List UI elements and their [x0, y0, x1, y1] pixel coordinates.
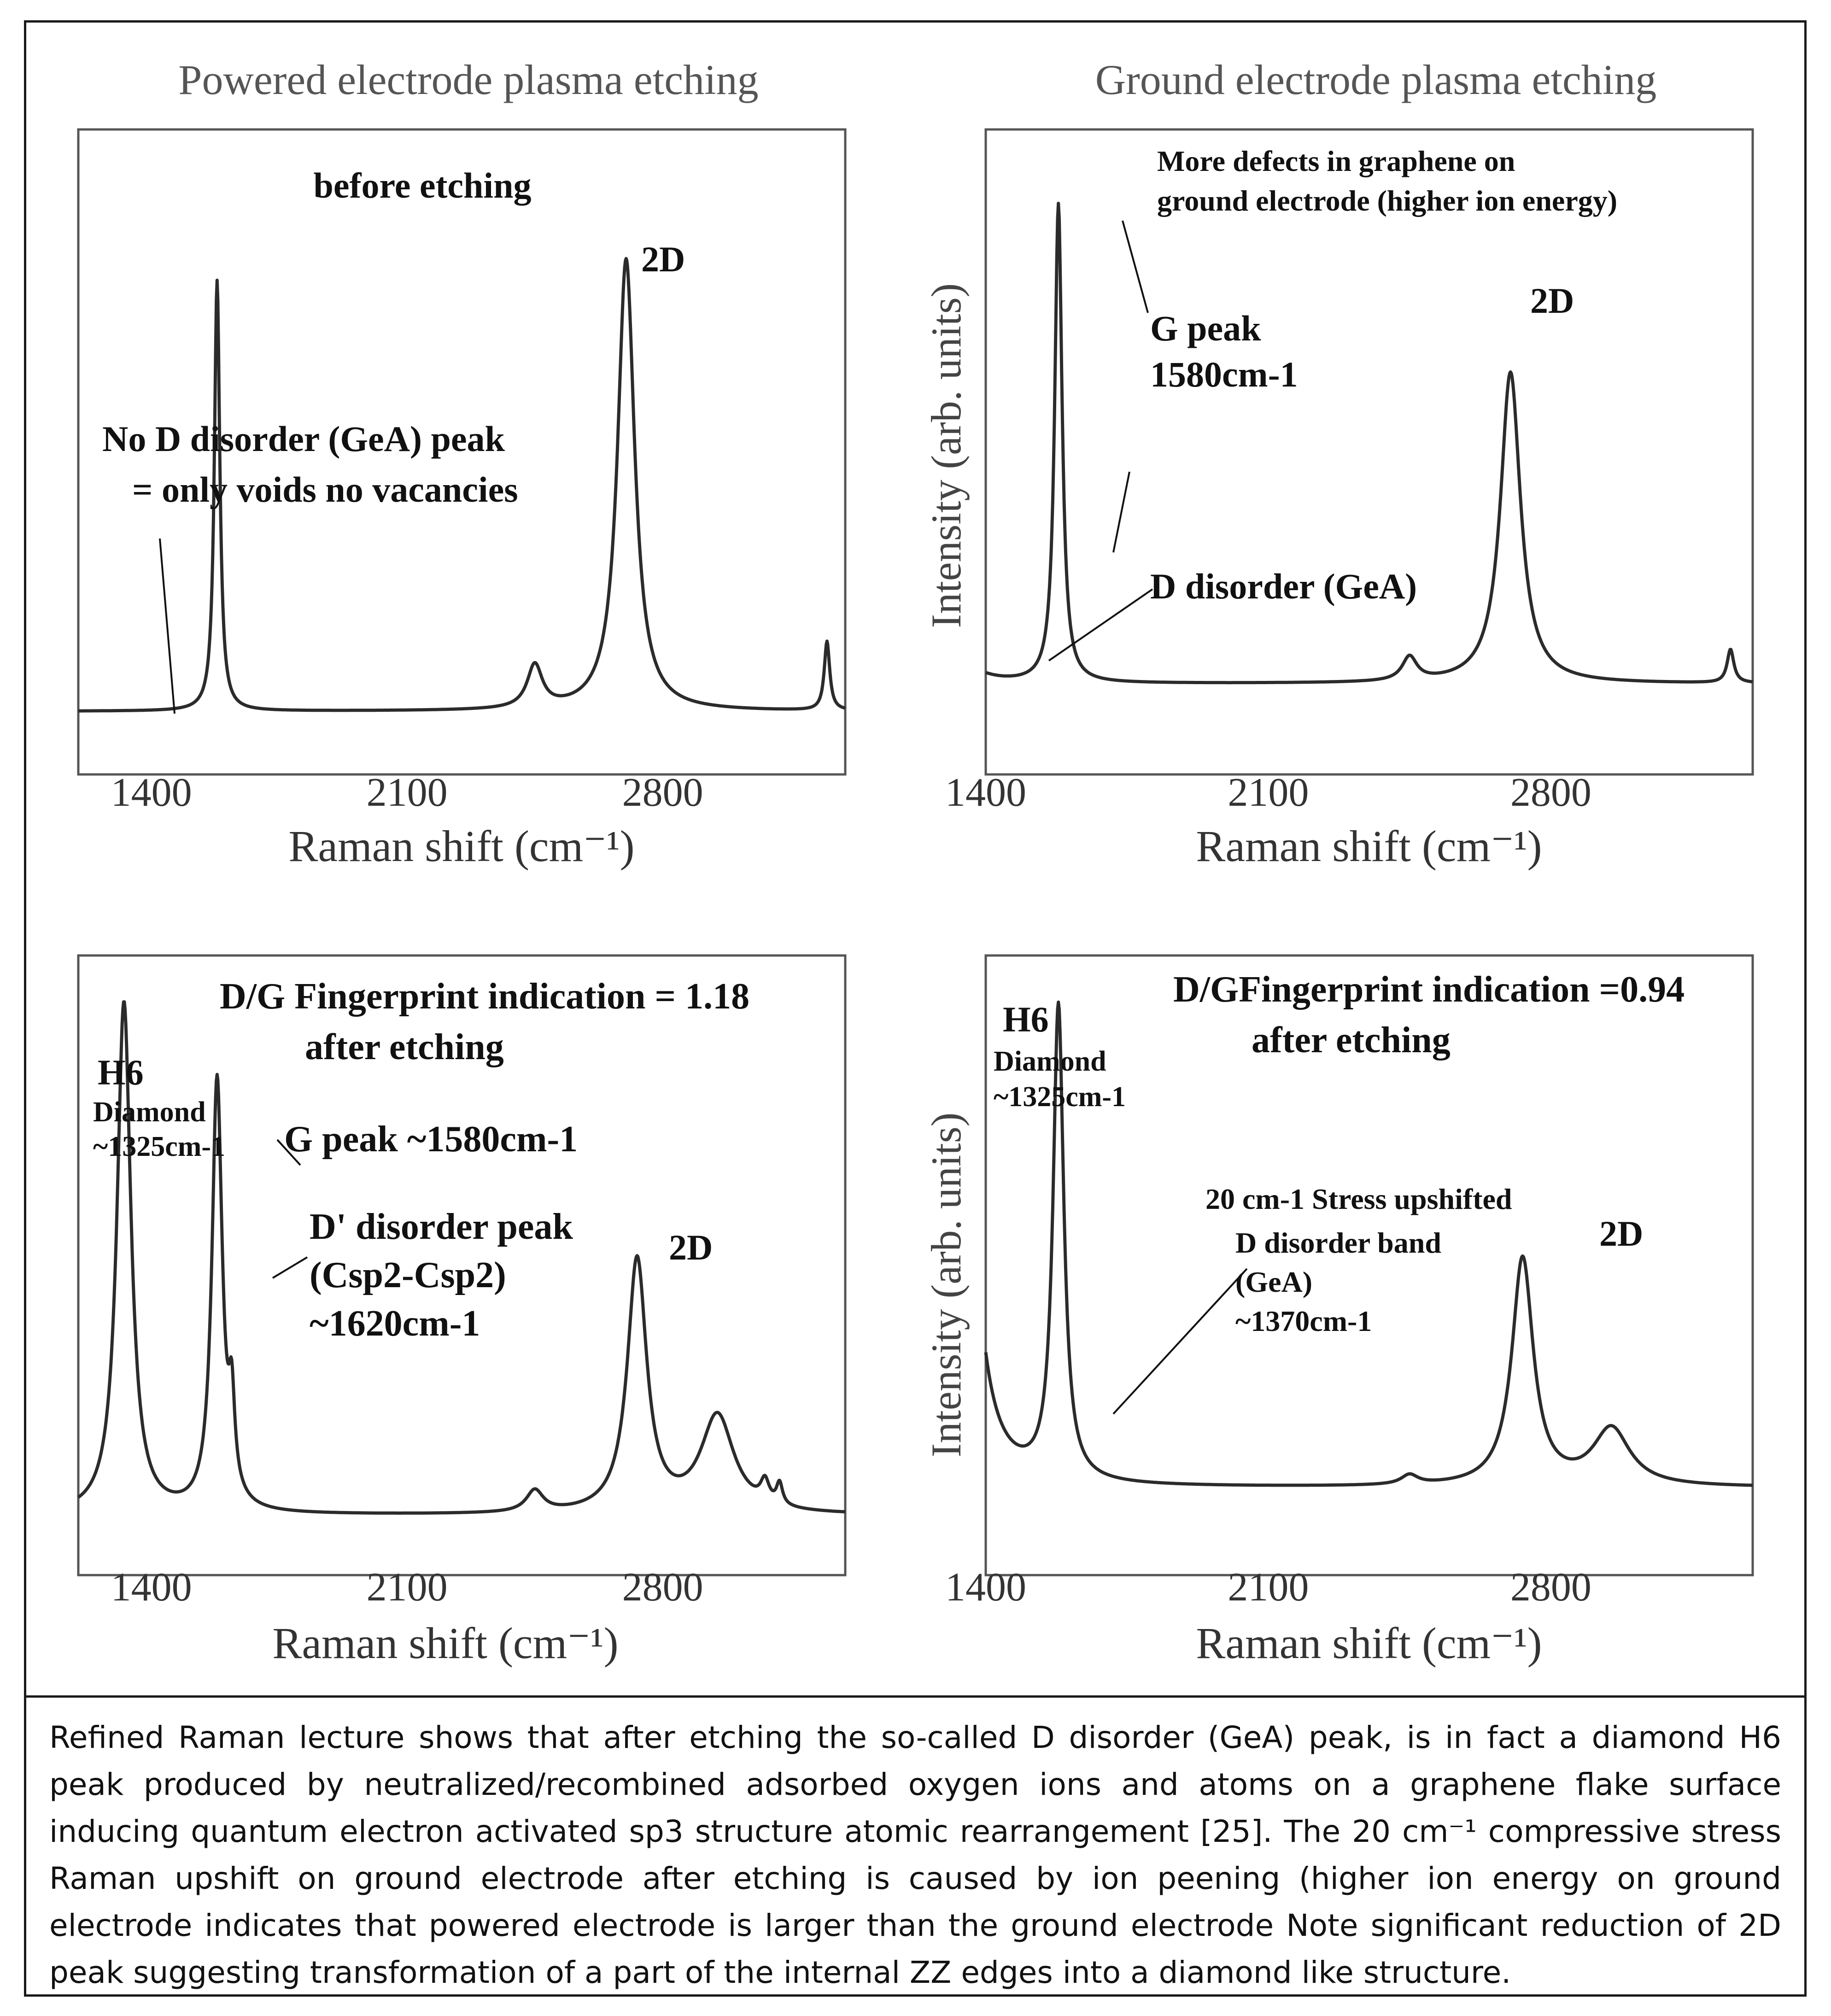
more-defects-label-2: ground electrode (higher ion energy): [1157, 184, 1618, 217]
stress-upshift-label: 20 cm-1 Stress upshifted: [1205, 1183, 1512, 1215]
panel-ground-after: [923, 955, 1753, 1668]
x-tick-label: 2100: [366, 770, 448, 815]
leader-line: [273, 1257, 307, 1278]
d-band-label: D disorder band: [1235, 1226, 1441, 1259]
csp2-label: (Csp2-Csp2): [310, 1255, 506, 1295]
panel-ground-before: [923, 56, 1753, 871]
diamond-position: ~1325cm-1: [994, 1081, 1126, 1113]
figure-caption: Refined Raman lecture shows that after etching the so-called D disorder (GeA) peak, is in fact a diamond H6 peak produced by neutralized/recombined adsorbed oxygen ions and atoms on a graphene flake surface inducing quantum electron activated sp3 structure atomic rearrangement [25]. The 20 cm⁻¹ compressive stress Raman upshift on ground electrode after etching is caused by ion peening (higher ion energy on ground electrode indicates that powered electrode is larger than the ground electrode Note significant reduction of 2D peak suggesting transformation of a part of the internal ZZ edges into a diamond like structure.: [49, 1720, 1781, 1990]
2d-peak-label: 2D: [1530, 281, 1574, 321]
leader-line: [1113, 472, 1129, 552]
x-tick-label: 2100: [366, 1565, 448, 1610]
x-tick-label: 1400: [111, 770, 192, 815]
x-axis-ticks: [945, 1565, 1591, 1610]
panel-powered-before: [78, 56, 845, 871]
diamond-label: Diamond: [994, 1046, 1106, 1077]
leader-line: [1113, 1269, 1247, 1414]
2d-peak-label: 2D: [1599, 1213, 1644, 1254]
2d-peak-label: 2D: [641, 239, 685, 279]
spectrum-curve: [986, 203, 1753, 682]
y-axis-label: Intensity (arb. units): [923, 283, 970, 628]
d-prime-label: D' disorder peak: [310, 1207, 573, 1247]
d-band-position: ~1370cm-1: [1235, 1305, 1372, 1337]
x-axis-label: Raman shift (cm⁻¹): [1196, 821, 1542, 871]
x-tick-label: 1400: [945, 1565, 1026, 1610]
h6-label: H6: [1003, 999, 1049, 1039]
leader-line: [1123, 221, 1148, 313]
x-tick-label: 2800: [1510, 770, 1591, 815]
x-axis-ticks: [111, 1565, 703, 1610]
x-axis-ticks: [111, 770, 703, 815]
x-axis-label: Raman shift (cm⁻¹): [1196, 1618, 1542, 1668]
raman-figure: [26, 23, 1804, 1695]
after-etching-label: after etching: [1252, 1020, 1451, 1061]
leader-line: [160, 539, 175, 714]
dg-ratio-label: D/GFingerprint indication =0.94: [1173, 969, 1685, 1010]
after-etching-label: after etching: [305, 1027, 504, 1067]
no-d-peak-label: No D disorder (GeA) peak: [102, 419, 505, 459]
g-peak-position: 1580cm-1: [1150, 354, 1298, 394]
more-defects-label: More defects in graphene on: [1157, 145, 1515, 177]
x-tick-label: 1400: [111, 1565, 192, 1610]
before-etching-label: before etching: [313, 165, 532, 205]
panel-title: Powered electrode plasma etching: [178, 56, 759, 103]
x-tick-label: 2800: [622, 1565, 703, 1610]
x-tick-label: 2800: [1510, 1565, 1591, 1610]
x-axis-label: Raman shift (cm⁻¹): [288, 821, 635, 871]
g-peak-label: G peak ~1580cm-1: [284, 1119, 578, 1160]
voids-label: = only voids no vacancies: [132, 469, 518, 510]
x-axis-ticks: [945, 770, 1591, 815]
leader-line: [1049, 589, 1152, 661]
gea-label: (GeA): [1235, 1266, 1313, 1298]
panel-powered-after: [78, 955, 845, 1668]
g-peak-label: G peak: [1150, 308, 1261, 348]
x-tick-label: 1400: [945, 770, 1026, 815]
dg-ratio-label: D/G Fingerprint indication = 1.18: [220, 976, 750, 1017]
x-tick-label: 2800: [622, 770, 703, 815]
h6-label: H6: [98, 1052, 144, 1092]
x-axis-label: Raman shift (cm⁻¹): [272, 1618, 619, 1668]
diamond-label: Diamond: [93, 1096, 206, 1128]
y-axis-label: Intensity (arb. units): [923, 1112, 970, 1458]
d-prime-position: ~1620cm-1: [310, 1303, 480, 1344]
x-tick-label: 2100: [1228, 770, 1309, 815]
diamond-position: ~1325cm-1: [93, 1131, 226, 1162]
2d-peak-label: 2D: [669, 1227, 713, 1267]
d-disorder-label: D disorder (GeA): [1150, 566, 1417, 606]
caption-box: [26, 1695, 1804, 1995]
x-tick-label: 2100: [1228, 1565, 1309, 1610]
panel-title: Ground electrode plasma etching: [1095, 56, 1657, 103]
